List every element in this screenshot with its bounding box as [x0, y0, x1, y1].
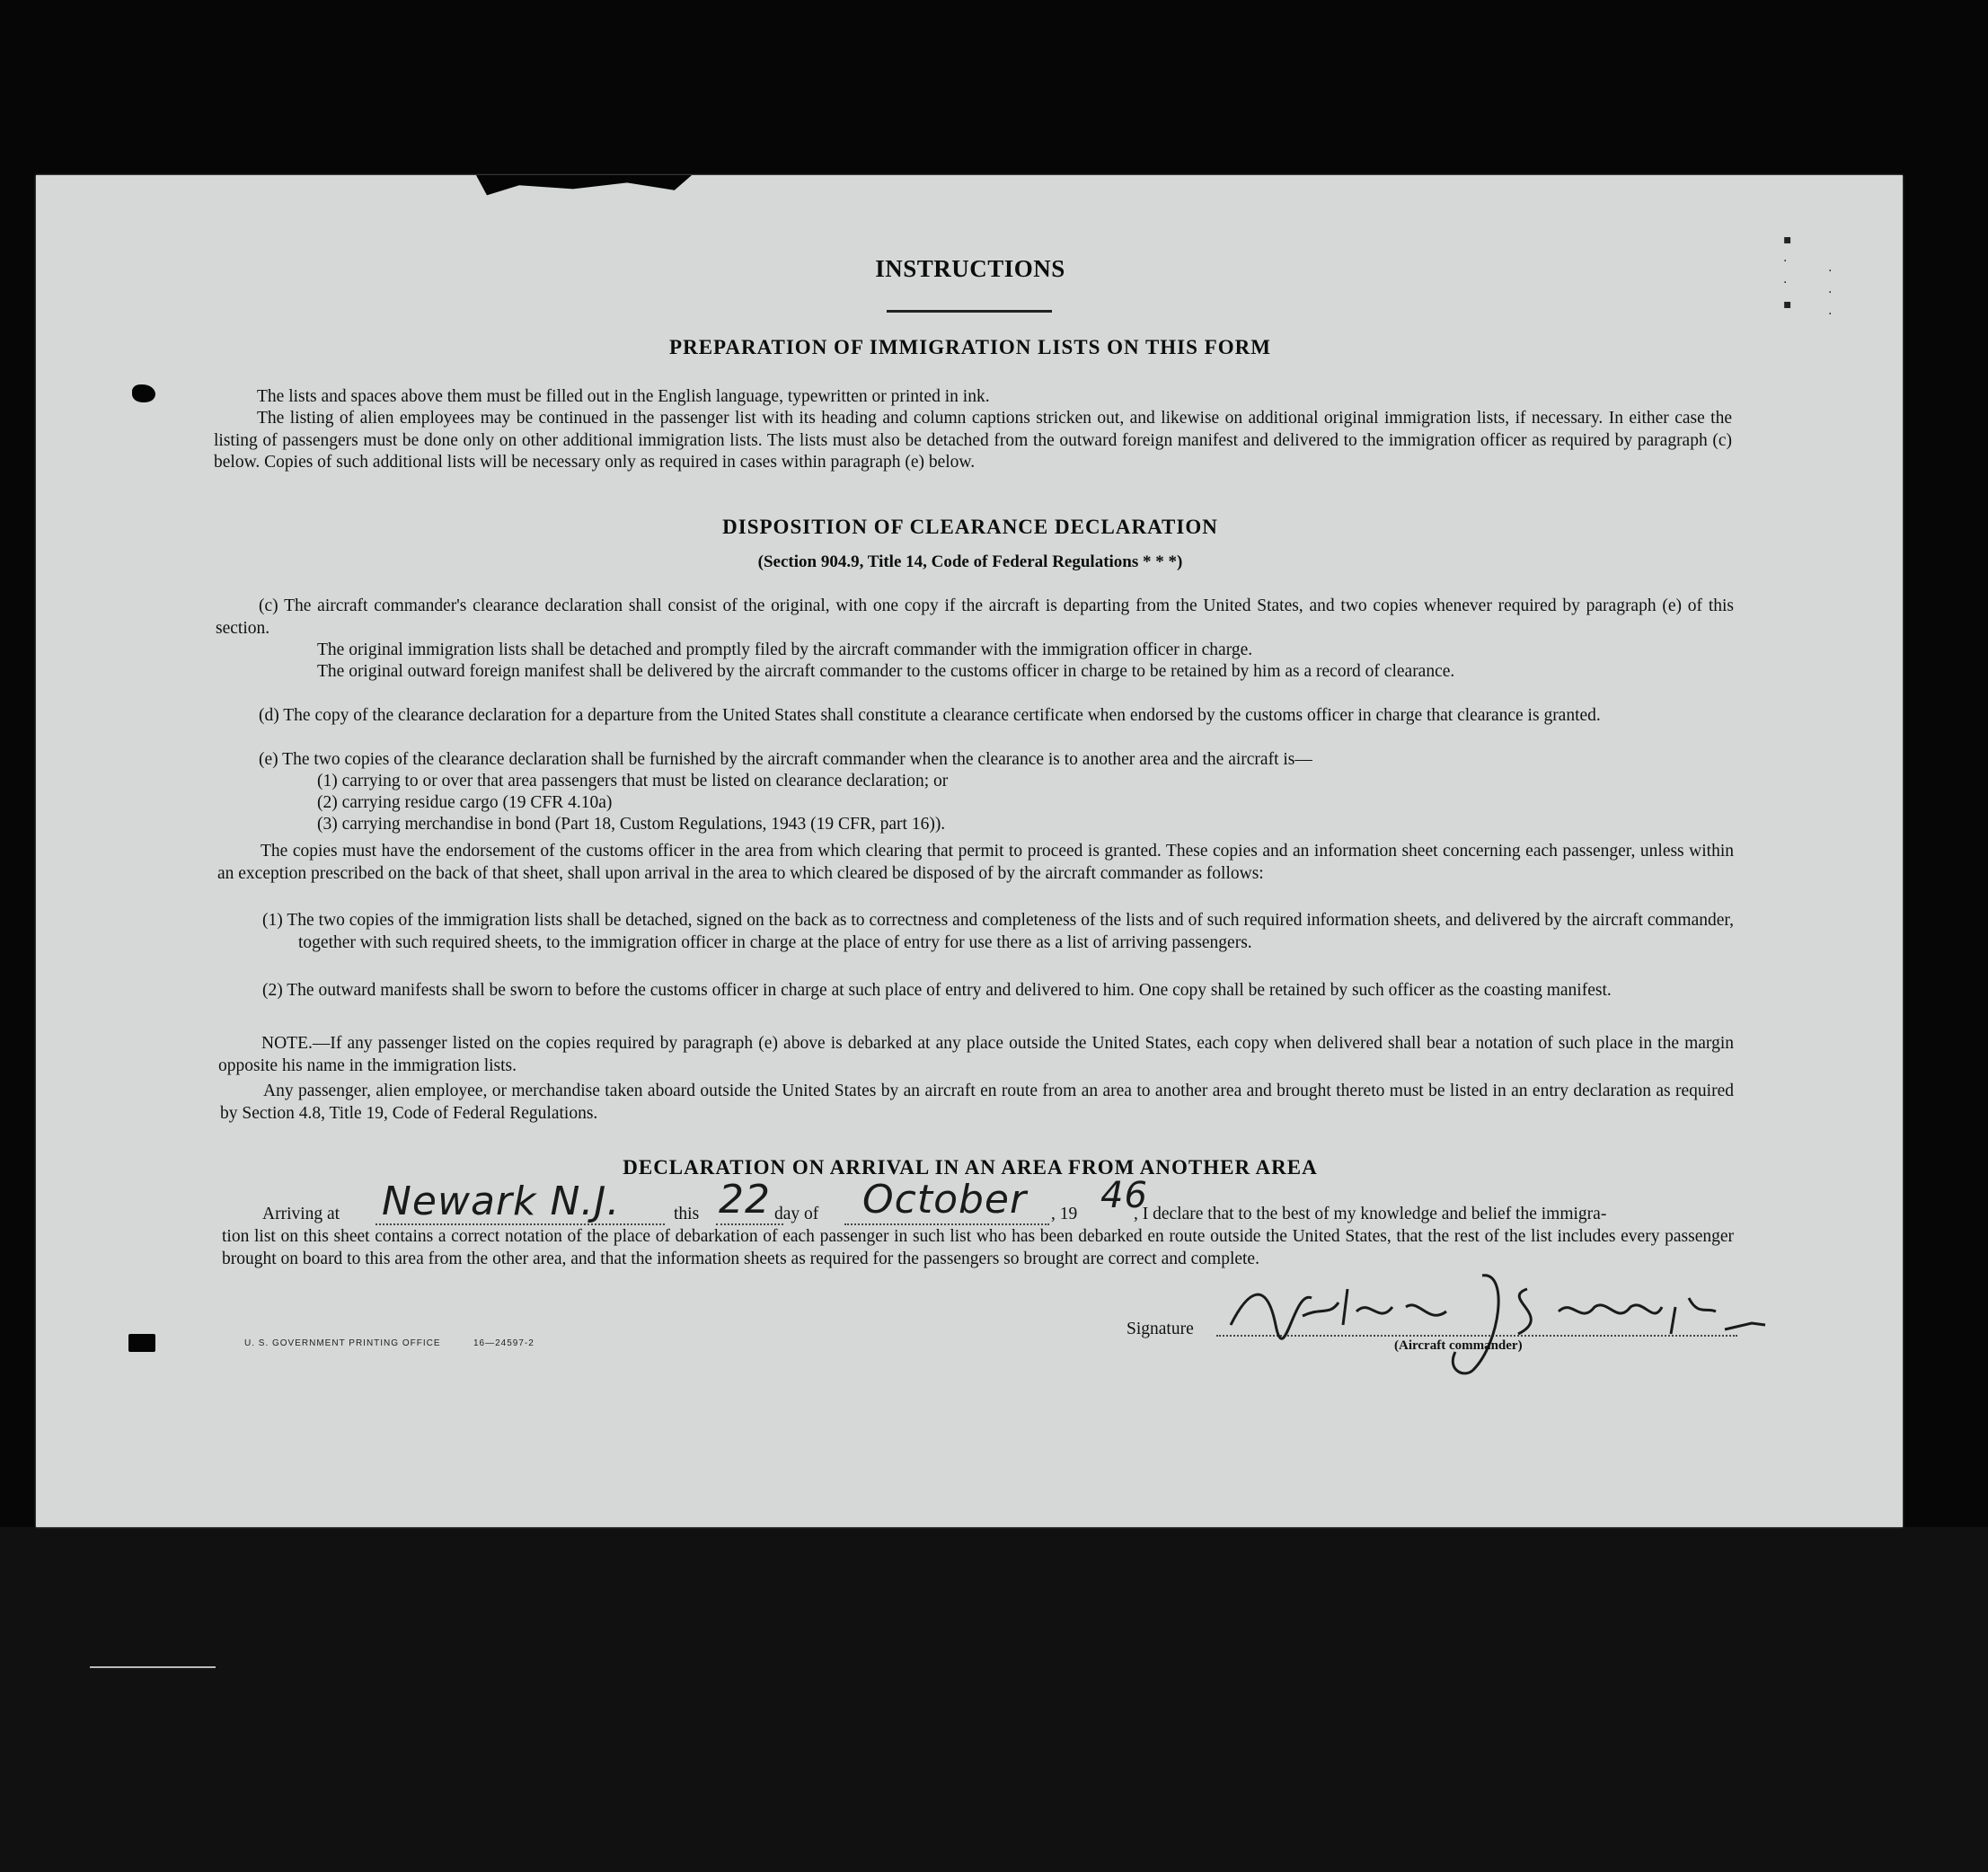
year-prefix: , 19	[1051, 1205, 1078, 1223]
signature-label: Signature	[1127, 1320, 1194, 1338]
preparation-paragraph-2: The listing of alien employees may be continued in the passenger list with its heading and column captions stricken out, and likewise on additional original immigration lists, if necessary. In either case the listing of passengers must be done only on other additional immigration lists. The lists must also be detached from the outward foreign manifest and delivered to the immigration officer as required by paragraph (c) below. Copies of such additional lists will be necessary only as required in cases within paragraph (e) below.	[214, 409, 1732, 472]
paragraph-e-1: (1) carrying to or over that area passengers that must be listed on clearance declaration; or	[317, 772, 949, 790]
declaration-tail: , I declare that to the best of my knowledge and belief the immigra-	[1134, 1205, 1607, 1223]
arriving-at-value[interactable]: Newark N.J.	[382, 1179, 621, 1224]
edge-marks: ▪ · · ▪	[1783, 233, 1792, 312]
title-rule	[887, 310, 1052, 313]
month-value[interactable]: October	[862, 1177, 1028, 1223]
page-title: INSTRUCTIONS	[875, 255, 1065, 282]
paragraph-c: (c) The aircraft commander's clearance declaration shall consist of the original, with one copy if the aircraft is departing from the United States, and two copies whenever required by paragraph (e) of this section.	[216, 596, 1734, 638]
section-heading-preparation: PREPARATION OF IMMIGRATION LISTS ON THIS FORM	[669, 336, 1271, 358]
paragraph-follows-1: (1) The two copies of the immigration lists shall be detached, signed on the back as to correctness and completeness of the lists and of such required information sheets, and delivered by the aircraft commander, together with such required sheets, to the immigration officer in charge at the place of entry for use there as a list of arriving passengers.	[262, 911, 1734, 952]
section-heading-declaration: DECLARATION ON ARRIVAL IN AN AREA FROM ANOTHER AREA	[623, 1156, 1318, 1179]
section-subheading-disposition: (Section 904.9, Title 14, Code of Federal Regulations * * *)	[757, 552, 1183, 571]
day-of-label: day of	[774, 1205, 819, 1223]
paragraph-follows-2: (2) The outward manifests shall be sworn to before the customs officer in charge at such place of entry and delivered to him. One copy shall be retained by such officer as the coasting manifest.	[262, 981, 1612, 1000]
year-value[interactable]: 46	[1100, 1175, 1148, 1216]
arriving-at-label: Arriving at	[262, 1205, 340, 1223]
punch-hole-bottom	[128, 1334, 155, 1352]
punch-hole-top	[132, 384, 155, 402]
section-heading-disposition: DISPOSITION OF CLEARANCE DECLARATION	[722, 516, 1218, 538]
paragraph-c-1: The original immigration lists shall be detached and promptly filed by the aircraft commander with the immigration officer in charge.	[317, 640, 1253, 659]
signature-mark	[1213, 1262, 1770, 1379]
this-label: this	[674, 1205, 700, 1223]
preparation-paragraph-1: The lists and spaces above them must be filled out in the English language, typewritten or printed in ink.	[257, 387, 990, 406]
declaration-body: tion list on this sheet contains a correct notation of the place of debarkation of each passenger in such list who has been debarked en route outside the United States, that the rest of the list includes every passenger brought on board to this area from the other area, and that the information sheets as required for the passengers so brought are correct and complete.	[222, 1227, 1734, 1268]
film-scratch	[90, 1666, 216, 1668]
paragraph-e-2: (2) carrying residue cargo (19 CFR 4.10a)	[317, 793, 613, 812]
paragraph-c-2: The original outward foreign manifest shall be delivered by the aircraft commander to the customs officer in charge to be retained by him as a record of clearance.	[317, 662, 1455, 681]
signature-caption: (Aircraft commander)	[1394, 1338, 1523, 1353]
printer-imprint: U. S. GOVERNMENT PRINTING OFFICE	[244, 1338, 441, 1348]
day-value[interactable]: 22	[719, 1177, 771, 1223]
paragraph-copies: The copies must have the endorsement of the customs officer in the area from which clearing that permit to proceed is granted. These copies and an information sheet concerning each passenger, unless within an exception prescribed on the back of that sheet, shall upon arrival in the area to which cleared be disposed of by the aircraft commander as follows:	[217, 842, 1734, 883]
paragraph-note: NOTE.—If any passenger listed on the copies required by paragraph (e) above is debarked at any place outside the United States, each copy when delivered shall bear a notation of such place in the margin opposite his name in the immigration lists.	[218, 1034, 1734, 1075]
paragraph-e: (e) The two copies of the clearance declaration shall be furnished by the aircraft commander when the clearance is to another area and the aircraft is—	[259, 750, 1312, 769]
form-number: 16—24597-2	[473, 1338, 535, 1348]
edge-dots: · · ·	[1828, 264, 1833, 322]
paragraph-any-passenger: Any passenger, alien employee, or merchandise taken aboard outside the United States by an aircraft en route from an area to another area and brought thereto must be listed in an entry declaration as required by Section 4.8, Title 19, Code of Federal Regulations.	[220, 1082, 1734, 1123]
film-lower-area	[0, 1527, 1988, 1872]
paragraph-d: (d) The copy of the clearance declaration for a departure from the United States shall constitute a clearance certificate when endorsed by the customs officer in charge that clearance is granted.	[259, 706, 1601, 725]
paragraph-e-3: (3) carrying merchandise in bond (Part 18, Custom Regulations, 1943 (19 CFR, part 16)).	[317, 815, 946, 834]
